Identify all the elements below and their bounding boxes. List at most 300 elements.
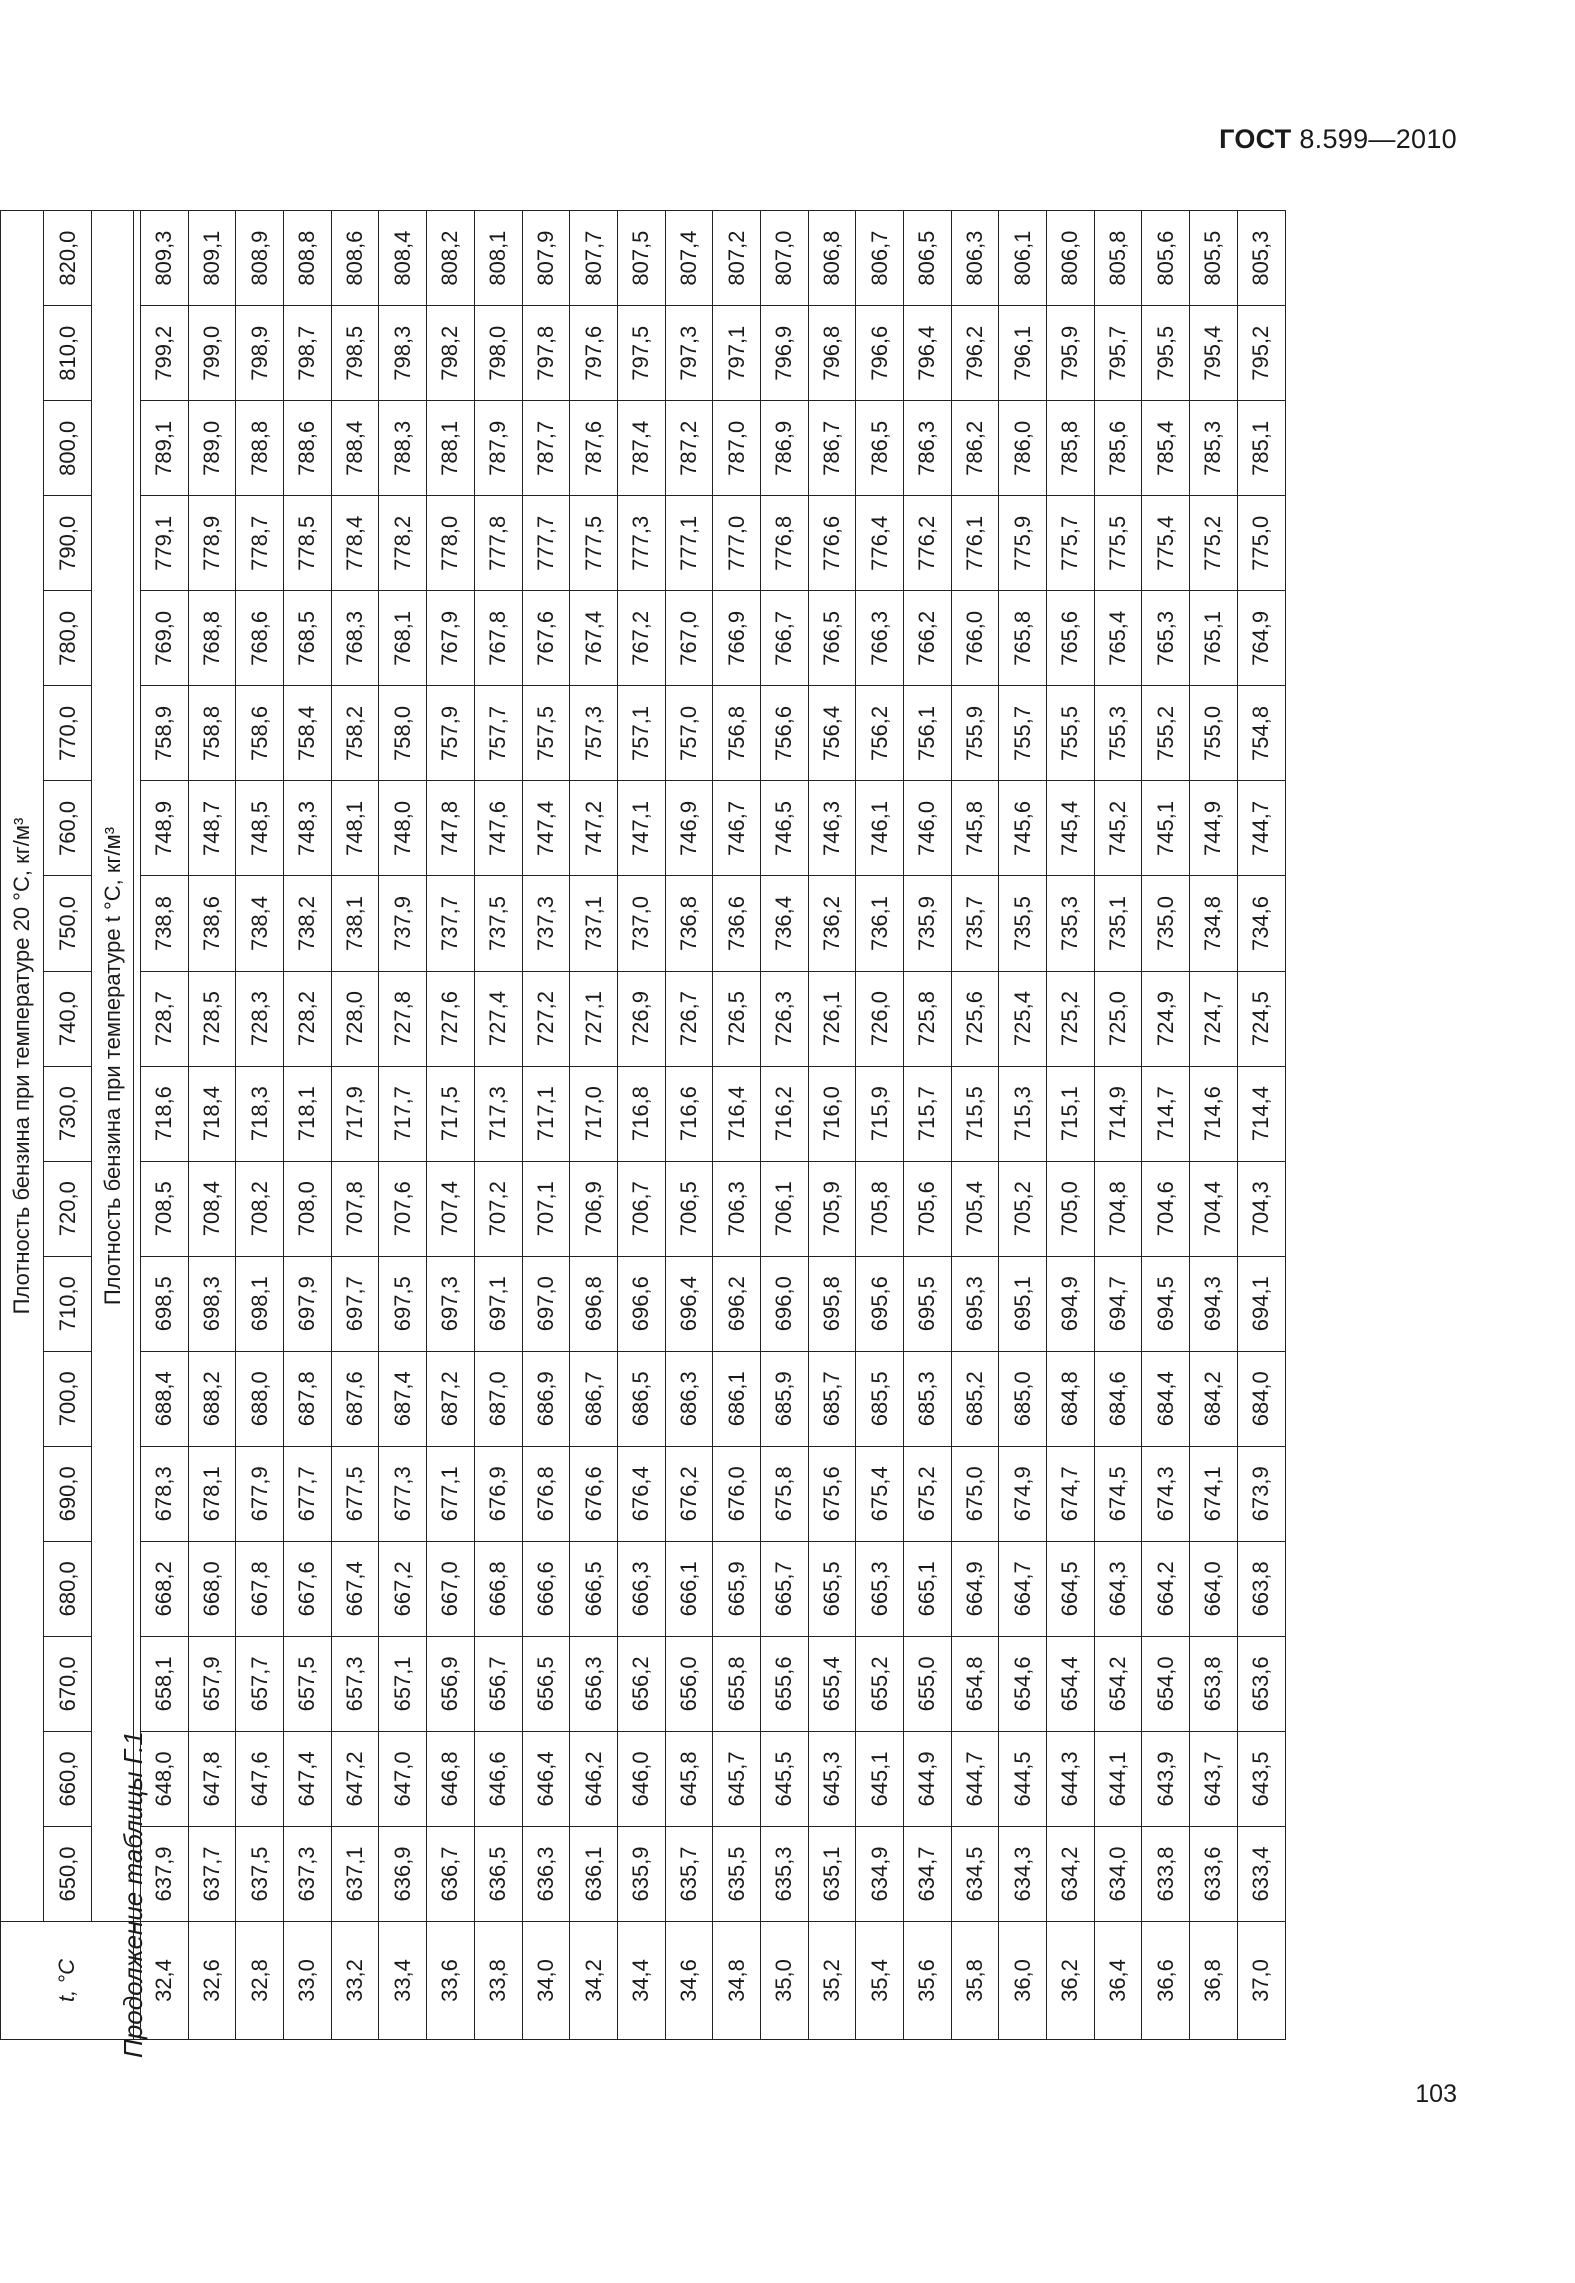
density-cell: 758,2: [331, 686, 379, 781]
density-cell: 775,5: [1094, 496, 1142, 591]
density-cell: 788,6: [284, 401, 332, 496]
temperature-cell: 36,8: [1190, 1922, 1238, 2040]
density-cell: 807,0: [760, 211, 808, 306]
density-cell: 677,3: [379, 1446, 427, 1541]
temperature-cell: 35,2: [808, 1922, 856, 2040]
standard-code: ГОСТ: [1219, 124, 1292, 154]
density-cell: 666,3: [617, 1541, 665, 1636]
density-cell: 655,2: [856, 1636, 904, 1731]
density-cell: 695,3: [951, 1256, 999, 1351]
density-cell: 778,7: [236, 496, 284, 591]
density-cell: 745,6: [999, 781, 1047, 876]
density-cell: 664,7: [999, 1541, 1047, 1636]
density-cell: 728,3: [236, 971, 284, 1066]
table-row: [522, 211, 570, 2040]
density-cell: 765,4: [1094, 591, 1142, 686]
density-cell: 667,4: [331, 1541, 379, 1636]
density-cell: 775,9: [999, 496, 1047, 591]
density-cell: 808,1: [474, 211, 522, 306]
column-header: 820,0: [44, 211, 92, 306]
density-cell: 737,7: [427, 876, 475, 971]
density-cell: 738,8: [141, 876, 189, 971]
density-cell: 674,7: [1047, 1446, 1095, 1541]
density-cell: 657,3: [331, 1636, 379, 1731]
sub-header: Плотность бензина при температуре t °С, кг/м³: [92, 211, 134, 1922]
density-cell: 636,5: [474, 1826, 522, 1921]
density-cell: 676,6: [570, 1446, 618, 1541]
density-cell: 647,2: [331, 1731, 379, 1826]
density-cell: 798,9: [236, 306, 284, 401]
density-cell: 797,5: [617, 306, 665, 401]
density-cell: 746,3: [808, 781, 856, 876]
density-cell: 738,1: [331, 876, 379, 971]
density-cell: 768,6: [236, 591, 284, 686]
density-cell: 737,1: [570, 876, 618, 971]
density-cell: 685,2: [951, 1351, 999, 1446]
density-cell: 725,0: [1094, 971, 1142, 1066]
density-cell: 646,4: [522, 1731, 570, 1826]
density-cell: 735,1: [1094, 876, 1142, 971]
density-cell: 796,9: [760, 306, 808, 401]
density-cell: 664,9: [951, 1541, 999, 1636]
density-cell: 775,2: [1190, 496, 1238, 591]
density-cell: 643,5: [1237, 1731, 1285, 1826]
density-cell: 675,2: [904, 1446, 952, 1541]
density-cell: 776,4: [856, 496, 904, 591]
density-cell: 643,9: [1142, 1731, 1190, 1826]
density-cell: 808,8: [284, 211, 332, 306]
density-cell: 788,1: [427, 401, 475, 496]
density-cell: 698,3: [188, 1256, 236, 1351]
table-row: [427, 211, 475, 2040]
density-cell: 674,9: [999, 1446, 1047, 1541]
density-cell: 727,4: [474, 971, 522, 1066]
density-cell: 786,3: [904, 401, 952, 496]
temperature-cell: 34,2: [570, 1922, 618, 2040]
density-cell: 714,9: [1094, 1066, 1142, 1161]
density-cell: 746,7: [713, 781, 761, 876]
column-header: 810,0: [44, 306, 92, 401]
density-cell: 747,4: [522, 781, 570, 876]
density-cell: 715,1: [1047, 1066, 1095, 1161]
density-cell: 657,1: [379, 1636, 427, 1731]
density-cell: 766,2: [904, 591, 952, 686]
density-cell: 738,4: [236, 876, 284, 971]
density-cell: 653,8: [1190, 1636, 1238, 1731]
density-cell: 807,5: [617, 211, 665, 306]
temperature-cell: 32,4: [141, 1922, 189, 2040]
density-cell: 657,7: [236, 1636, 284, 1731]
density-cell: 644,9: [904, 1731, 952, 1826]
column-header: 730,0: [44, 1066, 92, 1161]
temperature-cell: 36,4: [1094, 1922, 1142, 2040]
density-cell: 637,5: [236, 1826, 284, 1921]
density-cell: 808,4: [379, 211, 427, 306]
table-row: [617, 211, 665, 2040]
density-cell: 757,0: [665, 686, 713, 781]
density-cell: 635,5: [713, 1826, 761, 1921]
temperature-cell: 33,2: [331, 1922, 379, 2040]
density-cell: 778,9: [188, 496, 236, 591]
density-cell: 735,0: [1142, 876, 1190, 971]
density-cell: 697,3: [427, 1256, 475, 1351]
density-cell: 755,5: [1047, 686, 1095, 781]
density-cell: 704,6: [1142, 1161, 1190, 1256]
density-cell: 736,2: [808, 876, 856, 971]
density-cell: 653,6: [1237, 1636, 1285, 1731]
density-cell: 777,8: [474, 496, 522, 591]
page-number: 103: [1415, 2080, 1457, 2108]
density-cell: 654,8: [951, 1636, 999, 1731]
density-cell: 737,5: [474, 876, 522, 971]
density-cell: 715,7: [904, 1066, 952, 1161]
density-cell: 664,2: [1142, 1541, 1190, 1636]
density-cell: 725,8: [904, 971, 952, 1066]
column-header: 760,0: [44, 781, 92, 876]
table-row: [331, 211, 379, 2040]
density-cell: 704,3: [1237, 1161, 1285, 1256]
density-cell: 786,5: [856, 401, 904, 496]
density-cell: 645,1: [856, 1731, 904, 1826]
density-cell: 777,7: [522, 496, 570, 591]
density-cell: 757,5: [522, 686, 570, 781]
density-cell: 775,0: [1237, 496, 1285, 591]
density-cell: 745,4: [1047, 781, 1095, 876]
table-row: [999, 211, 1047, 2040]
table-row: [1237, 211, 1285, 2040]
table-row: [713, 211, 761, 2040]
density-cell: 737,0: [617, 876, 665, 971]
density-cell: 767,8: [474, 591, 522, 686]
density-cell: 746,9: [665, 781, 713, 876]
density-cell: 637,1: [331, 1826, 379, 1921]
density-cell: 757,7: [474, 686, 522, 781]
density-cell: 756,2: [856, 686, 904, 781]
density-cell: 647,0: [379, 1731, 427, 1826]
density-cell: 664,0: [1190, 1541, 1238, 1636]
density-cell: 716,4: [713, 1066, 761, 1161]
density-cell: 667,8: [236, 1541, 284, 1636]
density-cell: 666,1: [665, 1541, 713, 1636]
density-cell: 787,7: [522, 401, 570, 496]
density-cell: 724,5: [1237, 971, 1285, 1066]
density-cell: 777,1: [665, 496, 713, 591]
density-cell: 808,6: [331, 211, 379, 306]
density-cell: 686,3: [665, 1351, 713, 1446]
density-cell: 755,2: [1142, 686, 1190, 781]
density-cell: 717,3: [474, 1066, 522, 1161]
column-header: 670,0: [44, 1636, 92, 1731]
density-cell: 765,3: [1142, 591, 1190, 686]
density-cell: 666,6: [522, 1541, 570, 1636]
density-cell: 717,5: [427, 1066, 475, 1161]
density-cell: 695,5: [904, 1256, 952, 1351]
column-header: 700,0: [44, 1351, 92, 1446]
density-cell: 746,0: [904, 781, 952, 876]
density-cell: 736,6: [713, 876, 761, 971]
table-row: [1094, 211, 1142, 2040]
density-cell: 805,5: [1190, 211, 1238, 306]
density-cell: 634,3: [999, 1826, 1047, 1921]
density-cell: 755,0: [1190, 686, 1238, 781]
density-cell: 767,6: [522, 591, 570, 686]
density-cell: 676,2: [665, 1446, 713, 1541]
density-cell: 765,8: [999, 591, 1047, 686]
density-cell: 737,9: [379, 876, 427, 971]
density-cell: 798,2: [427, 306, 475, 401]
density-cell: 647,4: [284, 1731, 332, 1826]
density-cell: 634,0: [1094, 1826, 1142, 1921]
density-cell: 754,8: [1237, 686, 1285, 781]
density-cell: 687,0: [474, 1351, 522, 1446]
density-cell: 705,6: [904, 1161, 952, 1256]
rotated-table-container: [0, 210, 1290, 2040]
density-cell: 685,0: [999, 1351, 1047, 1446]
density-cell: 748,7: [188, 781, 236, 876]
density-cell: 646,0: [617, 1731, 665, 1826]
density-cell: 694,5: [1142, 1256, 1190, 1351]
density-cell: 635,9: [617, 1826, 665, 1921]
column-header: 740,0: [44, 971, 92, 1066]
density-cell: 757,3: [570, 686, 618, 781]
density-cell: 718,4: [188, 1066, 236, 1161]
density-cell: 786,7: [808, 401, 856, 496]
density-cell: 778,0: [427, 496, 475, 591]
density-cell: 768,5: [284, 591, 332, 686]
density-cell: 686,1: [713, 1351, 761, 1446]
density-cell: 674,1: [1190, 1446, 1238, 1541]
temperature-cell: 32,6: [188, 1922, 236, 2040]
density-cell: 745,2: [1094, 781, 1142, 876]
density-cell: 767,4: [570, 591, 618, 686]
density-cell: 747,2: [570, 781, 618, 876]
density-cell: 786,2: [951, 401, 999, 496]
density-cell: 767,0: [665, 591, 713, 686]
density-cell: 728,7: [141, 971, 189, 1066]
density-cell: 715,5: [951, 1066, 999, 1161]
density-cell: 735,5: [999, 876, 1047, 971]
density-cell: 676,8: [522, 1446, 570, 1541]
density-cell: 775,7: [1047, 496, 1095, 591]
density-cell: 744,9: [1190, 781, 1238, 876]
density-cell: 798,3: [379, 306, 427, 401]
density-cell: 707,8: [331, 1161, 379, 1256]
density-cell: 747,1: [617, 781, 665, 876]
density-cell: 758,6: [236, 686, 284, 781]
density-cell: 707,4: [427, 1161, 475, 1256]
temperature-cell: 36,6: [1142, 1922, 1190, 2040]
density-cell: 646,6: [474, 1731, 522, 1826]
density-cell: 714,4: [1237, 1066, 1285, 1161]
density-cell: 678,1: [188, 1446, 236, 1541]
density-cell: 808,9: [236, 211, 284, 306]
density-cell: 806,5: [904, 211, 952, 306]
density-cell: 799,2: [141, 306, 189, 401]
density-cell: 684,0: [1237, 1351, 1285, 1446]
density-cell: 665,9: [713, 1541, 761, 1636]
density-cell: 806,8: [808, 211, 856, 306]
density-cell: 657,9: [188, 1636, 236, 1731]
density-cell: 809,3: [141, 211, 189, 306]
density-cell: 685,3: [904, 1351, 952, 1446]
density-cell: 697,0: [522, 1256, 570, 1351]
density-cell: 687,4: [379, 1351, 427, 1446]
density-cell: 746,5: [760, 781, 808, 876]
density-cell: 806,1: [999, 211, 1047, 306]
density-cell: 687,8: [284, 1351, 332, 1446]
column-header: 660,0: [44, 1731, 92, 1826]
table-row: [474, 211, 522, 2040]
density-cell: 796,1: [999, 306, 1047, 401]
density-cell: 807,4: [665, 211, 713, 306]
density-cell: 727,1: [570, 971, 618, 1066]
temperature-cell: 33,0: [284, 1922, 332, 2040]
table-row: [141, 211, 189, 2040]
table-row: [570, 211, 618, 2040]
density-cell: 636,9: [379, 1826, 427, 1921]
density-cell: 707,6: [379, 1161, 427, 1256]
density-cell: 685,9: [760, 1351, 808, 1446]
density-cell: 668,2: [141, 1541, 189, 1636]
density-cell: 787,2: [665, 401, 713, 496]
density-cell: 695,8: [808, 1256, 856, 1351]
density-cell: 728,5: [188, 971, 236, 1066]
density-cell: 705,4: [951, 1161, 999, 1256]
density-cell: 647,6: [236, 1731, 284, 1826]
density-cell: 768,8: [188, 591, 236, 686]
density-cell: 648,0: [141, 1731, 189, 1826]
density-cell: 645,5: [760, 1731, 808, 1826]
density-cell: 664,5: [1047, 1541, 1095, 1636]
density-columns-row: [44, 211, 92, 2040]
density-cell: 717,7: [379, 1066, 427, 1161]
table-row: [951, 211, 999, 2040]
density-cell: 686,7: [570, 1351, 618, 1446]
density-cell: 735,3: [1047, 876, 1095, 971]
density-cell: 666,8: [474, 1541, 522, 1636]
density-cell: 637,7: [188, 1826, 236, 1921]
density-cell: 644,1: [1094, 1731, 1142, 1826]
table-row: [1047, 211, 1095, 2040]
density-cell: 636,1: [570, 1826, 618, 1921]
column-header: 720,0: [44, 1161, 92, 1256]
density-cell: 758,9: [141, 686, 189, 781]
table-caption: Продолжение таблицы Г.1: [118, 1731, 148, 2058]
density-cell: 798,5: [331, 306, 379, 401]
density-cell: 796,4: [904, 306, 952, 401]
density-cell: 674,5: [1094, 1446, 1142, 1541]
density-cell: 736,8: [665, 876, 713, 971]
density-cell: 715,3: [999, 1066, 1047, 1161]
document-header: [1219, 124, 1457, 155]
density-cell: 757,9: [427, 686, 475, 781]
density-cell: 747,8: [427, 781, 475, 876]
table-row: [1190, 211, 1238, 2040]
density-cell: 664,3: [1094, 1541, 1142, 1636]
density-cell: 706,7: [617, 1161, 665, 1256]
column-header: 750,0: [44, 876, 92, 971]
table-row: [808, 211, 856, 2040]
density-cell: 705,8: [856, 1161, 904, 1256]
density-cell: 728,2: [284, 971, 332, 1066]
density-cell: 694,9: [1047, 1256, 1095, 1351]
density-cell: 788,8: [236, 401, 284, 496]
density-cell: 797,3: [665, 306, 713, 401]
density-cell: 748,0: [379, 781, 427, 876]
density-cell: 748,5: [236, 781, 284, 876]
density-cell: 694,7: [1094, 1256, 1142, 1351]
density-cell: 785,8: [1047, 401, 1095, 496]
density-cell: 765,1: [1190, 591, 1238, 686]
density-cell: 696,4: [665, 1256, 713, 1351]
density-cell: 795,5: [1142, 306, 1190, 401]
density-cell: 656,9: [427, 1636, 475, 1731]
density-cell: 718,6: [141, 1066, 189, 1161]
density-cell: 646,2: [570, 1731, 618, 1826]
density-cell: 688,0: [236, 1351, 284, 1446]
density-cell: 645,3: [808, 1731, 856, 1826]
density-cell: 674,3: [1142, 1446, 1190, 1541]
density-cell: 634,7: [904, 1826, 952, 1921]
table-row: [188, 211, 236, 2040]
density-cell: 708,4: [188, 1161, 236, 1256]
density-cell: 805,6: [1142, 211, 1190, 306]
density-cell: 755,3: [1094, 686, 1142, 781]
density-cell: 667,2: [379, 1541, 427, 1636]
density-cell: 696,8: [570, 1256, 618, 1351]
density-cell: 684,4: [1142, 1351, 1190, 1446]
density-cell: 787,0: [713, 401, 761, 496]
density-cell: 766,9: [713, 591, 761, 686]
density-cell: 695,1: [999, 1256, 1047, 1351]
density-cell: 727,2: [522, 971, 570, 1066]
density-cell: 785,3: [1190, 401, 1238, 496]
table-row: [760, 211, 808, 2040]
t-column-header: t, °C: [1, 1922, 134, 2040]
density-cell: 633,4: [1237, 1826, 1285, 1921]
density-cell: 776,1: [951, 496, 999, 591]
density-cell: 697,7: [331, 1256, 379, 1351]
density-cell: 635,7: [665, 1826, 713, 1921]
density-cell: 756,6: [760, 686, 808, 781]
density-cell: 756,1: [904, 686, 952, 781]
density-cell: 726,7: [665, 971, 713, 1066]
density-cell: 676,0: [713, 1446, 761, 1541]
density-cell: 694,1: [1237, 1256, 1285, 1351]
density-cell: 727,6: [427, 971, 475, 1066]
density-cell: 787,4: [617, 401, 665, 496]
density-cell: 706,9: [570, 1161, 618, 1256]
density-cell: 714,7: [1142, 1066, 1190, 1161]
temperature-cell: 35,8: [951, 1922, 999, 2040]
density-cell: 766,5: [808, 591, 856, 686]
density-cell: 776,2: [904, 496, 952, 591]
density-cell: 705,2: [999, 1161, 1047, 1256]
density-cell: 805,8: [1094, 211, 1142, 306]
density-cell: 785,1: [1237, 401, 1285, 496]
density-cell: 766,3: [856, 591, 904, 686]
density-cell: 635,1: [808, 1826, 856, 1921]
density-cell: 686,5: [617, 1351, 665, 1446]
density-cell: 705,9: [808, 1161, 856, 1256]
density-cell: 797,1: [713, 306, 761, 401]
temperature-cell: 33,4: [379, 1922, 427, 2040]
temperature-cell: 34,0: [522, 1922, 570, 2040]
column-header: 710,0: [44, 1256, 92, 1351]
density-cell: 658,1: [141, 1636, 189, 1731]
density-cell: 644,5: [999, 1731, 1047, 1826]
density-cell: 657,5: [284, 1636, 332, 1731]
